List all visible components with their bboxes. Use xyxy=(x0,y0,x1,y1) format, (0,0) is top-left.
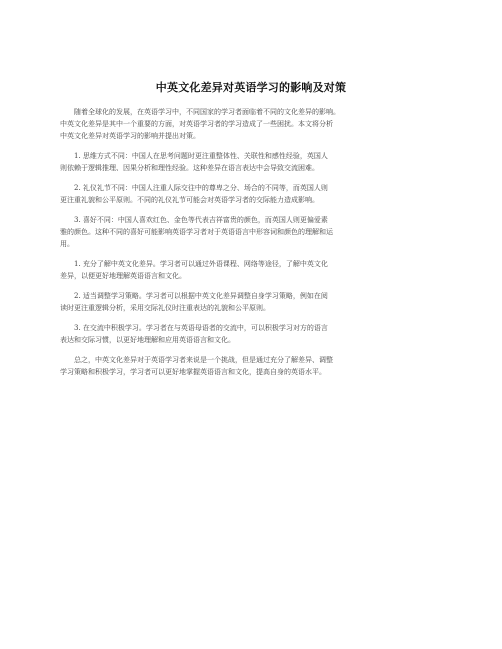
paragraph-line: 差异，以便更好地理解英语语言和文化。 xyxy=(60,272,186,280)
document-body xyxy=(60,106,440,386)
paragraph-line: 1. 思维方式不同：中国人在思考问题时更注重整体性、关联性和感性经验，英国人 xyxy=(74,152,328,160)
paragraph-intro xyxy=(60,106,440,142)
paragraph-line: 读时更注重逻辑分析，采用交际礼仪时注重表达的礼貌和公平原则。 xyxy=(60,304,270,312)
paragraph-line: 则依赖于逻辑推理、因果分析和理性经验。这种差异在语言表达中会导致交流困难。 xyxy=(60,164,319,172)
paragraph-line: 学习策略和积极学习，学习者可以更好地掌握英语语言和文化，提高自身的英语水平。 xyxy=(60,368,326,376)
document-title: 中英文化差异对英语学习的影响及对策 xyxy=(155,81,347,94)
paragraph-point-3 xyxy=(60,214,440,250)
paragraph-line: 3. 在交流中积极学习。学习者在与英语母语者的交流中，可以积极学习对方的语言 xyxy=(74,324,328,332)
paragraph-strategy-1 xyxy=(60,258,440,282)
paragraph-conclusion xyxy=(60,354,440,378)
paragraph-point-2 xyxy=(60,182,440,206)
paragraph-line: 2. 适当调整学习策略。学习者可以根据中英文化差异调整自身学习策略，例如在阅 xyxy=(74,292,328,300)
paragraph-strategy-3 xyxy=(60,322,440,346)
paragraph-line: 表达和交际习惯，以更好地理解和应用英语语言和文化。 xyxy=(60,336,235,344)
paragraph-line: 中英文化差异对英语学习的影响并提出对策。 xyxy=(60,132,200,140)
paragraph-line: 更注重礼貌和公平原则。不同的礼仪礼节可能会对英语学习者的交际能力造成影响。 xyxy=(60,196,319,204)
paragraph-line: 雅的颜色。这种不同的喜好可能影响英语学习者对于英语语言中形容词和颜色的理解和运 xyxy=(60,228,333,236)
paragraph-point-1 xyxy=(60,150,440,174)
paragraph-line: 3. 喜好不同：中国人喜欢红色、金色等代表吉祥富贵的颜色，而英国人则更偏爱素 xyxy=(74,216,328,224)
paragraph-line: 随着全球化的发展，在英语学习中，不同国家的学习者面临着不同的文化差异的影响。 xyxy=(74,108,340,116)
paragraph-line: 1. 充分了解中英文化差异。学习者可以通过外语课程、网络等途径，了解中英文化 xyxy=(74,260,328,268)
paragraph-strategy-2 xyxy=(60,290,440,314)
paragraph-line: 2. 礼仪礼节不同：中国人注重人际交往中的尊卑之分、场合的不同等，而英国人则 xyxy=(74,184,328,192)
paragraph-line: 用。 xyxy=(60,240,74,248)
paragraph-line: 中英文化差异是其中一个重要的方面，对英语学习者的学习造成了一些困扰。本文将分析 xyxy=(60,120,333,128)
paragraph-line: 总之，中英文化差异对于英语学习者来说是一个挑战，但是通过充分了解差异、调整 xyxy=(74,356,333,364)
